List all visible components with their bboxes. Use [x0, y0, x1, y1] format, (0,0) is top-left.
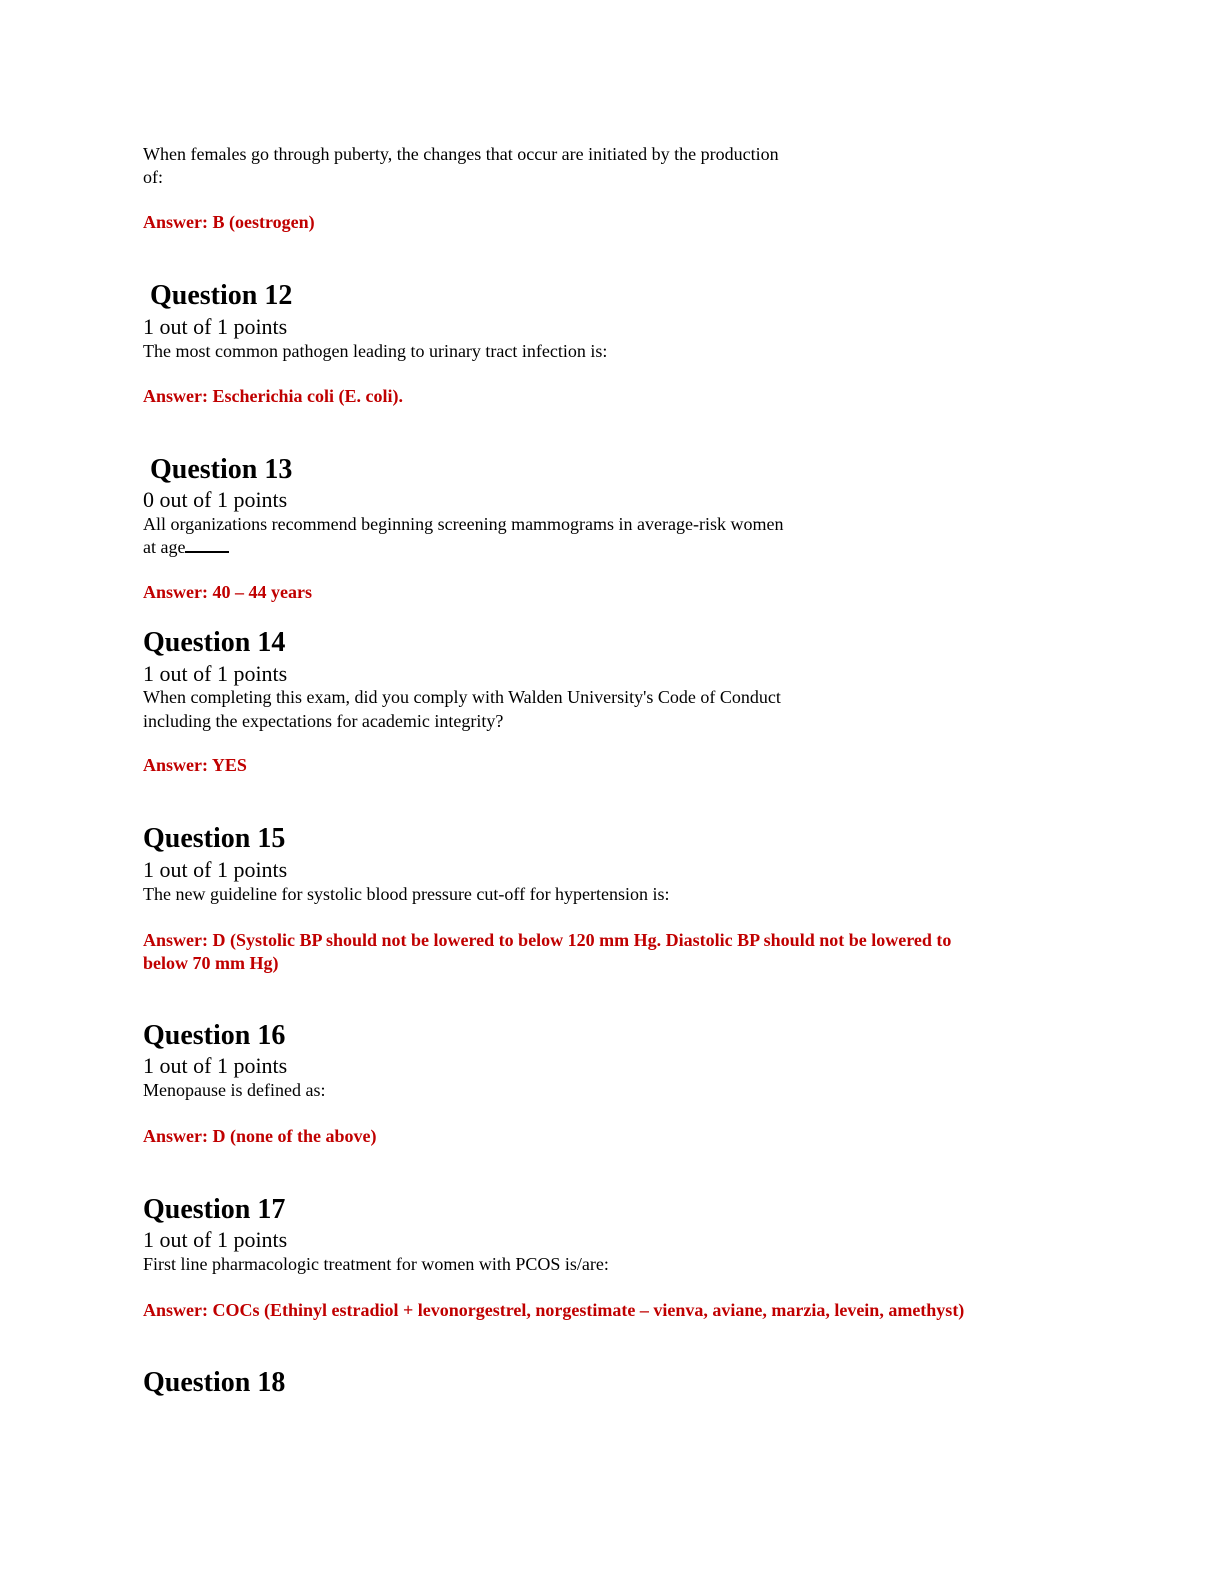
question-14-answer: Answer: YES — [143, 755, 247, 775]
question-17-title: Question 17 — [143, 1194, 286, 1225]
question-15-points: 1 out of 1 points — [143, 857, 288, 882]
question-14-title: Question 14 — [143, 627, 286, 658]
question-13-text-line1: All organizations recommend beginning screening mammograms in average-risk women — [143, 514, 784, 534]
intro-answer: Answer: B (oestrogen) — [143, 212, 315, 232]
question-16-title: Question 16 — [143, 1020, 286, 1051]
answer-blank — [185, 537, 229, 553]
question-13-text-line2-label: at age — [143, 537, 186, 557]
question-15-answer-line1: Answer: D (Systolic BP should not be lowered to below 120 mm Hg. Diastolic BP should not be lowered to — [143, 930, 952, 950]
question-12-text: The most common pathogen leading to urinary tract infection is: — [143, 341, 608, 361]
question-17-text: First line pharmacologic treatment for women with PCOS is/are: — [143, 1254, 609, 1274]
question-15-answer-line2: below 70 mm Hg) — [143, 953, 279, 973]
question-13-points: 0 out of 1 points — [143, 487, 288, 512]
question-12-answer: Answer: Escherichia coli (E. coli). — [143, 386, 403, 406]
question-17-answer: Answer: COCs (Ethinyl estradiol + levonorgestrel, norgestimate – vienva, aviane, marzia, levein, amethyst) — [143, 1300, 965, 1320]
question-15-text: The new guideline for systolic blood pressure cut-off for hypertension is: — [143, 884, 670, 904]
question-13-title: Question 13 — [150, 454, 293, 485]
question-16-text: Menopause is defined as: — [143, 1080, 326, 1100]
intro-question-text-line1: When females go through puberty, the changes that occur are initiated by the production — [143, 144, 779, 164]
question-13-answer: Answer: 40 – 44 years — [143, 582, 312, 602]
question-12-title: Question 12 — [150, 280, 293, 311]
question-12-points: 1 out of 1 points — [143, 314, 288, 339]
question-15-title: Question 15 — [143, 823, 286, 854]
question-16-points: 1 out of 1 points — [143, 1053, 288, 1078]
question-17-points: 1 out of 1 points — [143, 1227, 288, 1252]
question-13-text-line2 — [143, 536, 229, 559]
question-14-points: 1 out of 1 points — [143, 661, 288, 686]
question-18-title: Question 18 — [143, 1367, 286, 1398]
question-16-answer: Answer: D (none of the above) — [143, 1126, 377, 1146]
intro-question-text-line2: of: — [143, 167, 163, 187]
question-14-text-line1: When completing this exam, did you comply with Walden University's Code of Conduct — [143, 687, 781, 707]
question-14-text-line2: including the expectations for academic integrity? — [143, 711, 504, 731]
